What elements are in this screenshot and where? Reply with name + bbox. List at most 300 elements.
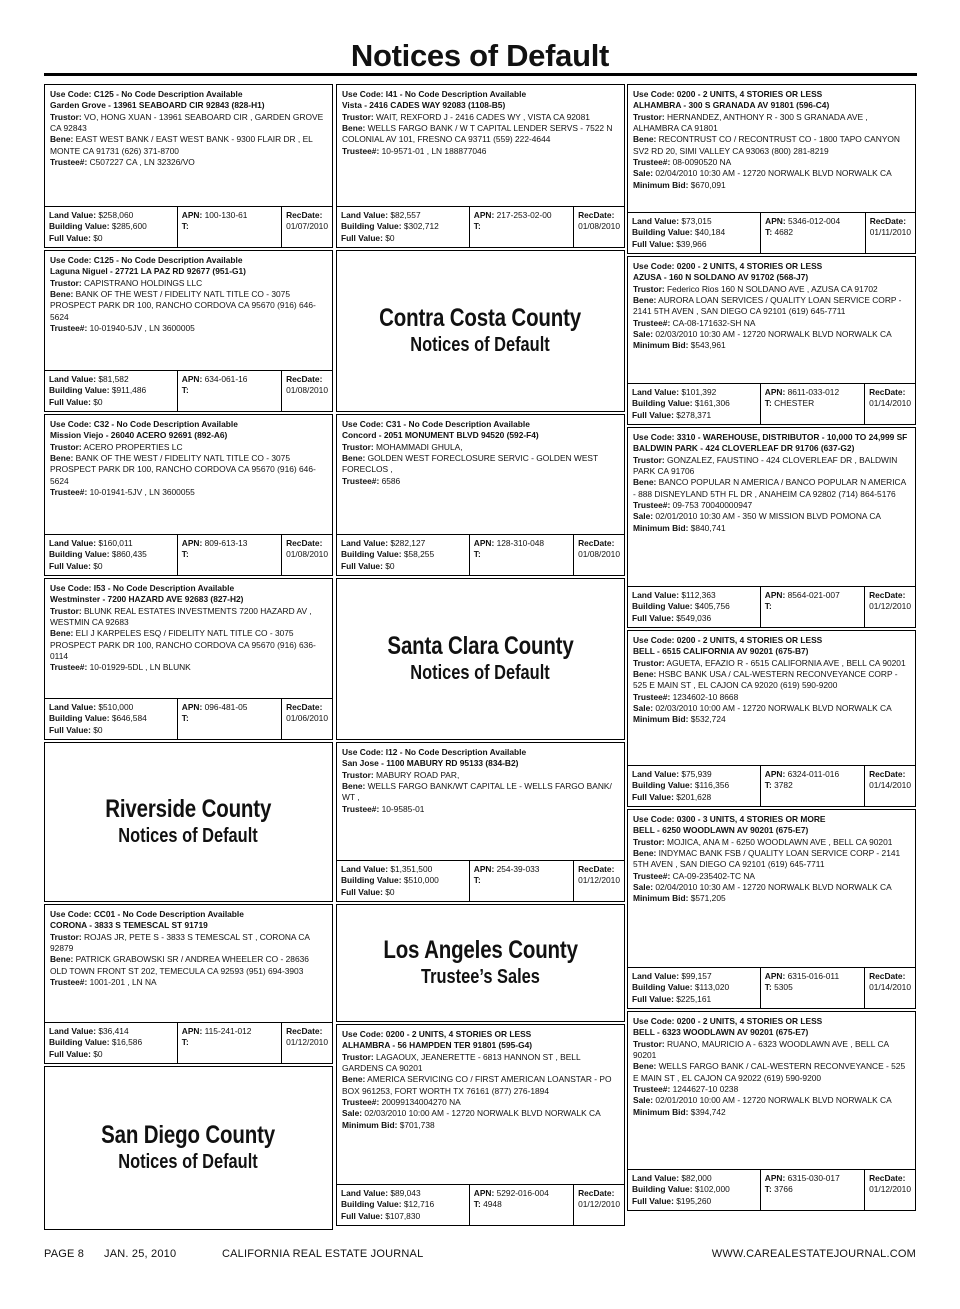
recdate-label: RecDate: [869, 1172, 906, 1183]
land-value-label: Land Value: [49, 209, 97, 220]
trustor-label: Trustor: [342, 111, 374, 122]
beneficiary-value: EAST WEST BANK / EAST WEST BANK - 9300 FLAIR DR , EL MONTE CA 91731 (626) 371-8700 [50, 134, 313, 156]
minimum-bid-line [342, 1120, 618, 1131]
beneficiary-label: Bene: [342, 123, 366, 134]
recdate-cell [282, 371, 332, 411]
trustee-line [50, 323, 326, 334]
trustor-line [633, 112, 909, 135]
recdate-label: RecDate: [578, 209, 615, 220]
full-value-label: Full Value: [632, 409, 674, 420]
trustor-value: ACERO PROPERTIES LC [83, 441, 183, 452]
trustor-line [342, 770, 618, 781]
t-number-label: T: [181, 385, 189, 396]
beneficiary-line [342, 1074, 618, 1097]
value-cell [628, 384, 761, 424]
recdate-cell [865, 587, 915, 627]
recdate-value: 01/12/2010 [578, 875, 620, 886]
trustee-value: C507227 CA , LN 32326/VO [89, 157, 195, 168]
apn-label: APN: [181, 209, 203, 220]
land-value-line [632, 216, 756, 227]
full-value-label: Full Value: [632, 238, 674, 249]
full-value-line [49, 725, 173, 736]
trustee-value: 6586 [381, 475, 401, 486]
notice-body [45, 251, 332, 370]
full-value-value: $0 [385, 232, 395, 243]
full-value-value: $0 [385, 886, 395, 897]
recdate-label: RecDate: [869, 970, 906, 981]
land-value-value: $101,392 [681, 386, 717, 397]
apn-line [765, 216, 861, 227]
footer-publication: CALIFORNIA REAL ESTATE JOURNAL [222, 1248, 424, 1260]
recdate-value: 01/11/2010 [869, 227, 911, 238]
trustor-value: Federico Rios 160 N SOLDANO AVE , AZUSA CA 91702 [666, 283, 878, 294]
apn-value: 6324-011-016 [787, 768, 840, 779]
notice-body [45, 579, 332, 698]
county-header [336, 250, 625, 412]
trustee-label: Trustee#: [633, 500, 671, 511]
apn-cell [178, 207, 282, 247]
property-address: ALHAMBRA - 56 HAMPDEN TER 91801 (595-G4) [342, 1040, 533, 1051]
value-row [337, 206, 624, 247]
notice-body [45, 415, 332, 534]
beneficiary-label: Bene: [50, 954, 74, 965]
trustor-line [50, 278, 326, 289]
land-value-value: $1,351,500 [390, 863, 433, 874]
t-number-line [765, 1184, 860, 1195]
beneficiary-value: GOLDEN WEST FORECLOSURE SERVIC - GOLDEN WEST FORECLOS , [342, 453, 598, 475]
notice-entry [336, 84, 625, 248]
land-value-label: Land Value: [49, 1025, 97, 1036]
trustee-line [342, 476, 618, 487]
column-left [44, 84, 333, 1232]
page-title: Notices of Default [350, 38, 610, 73]
recdate-label: RecDate: [286, 537, 323, 548]
t-number-label: T: [181, 221, 189, 232]
land-value-label: Land Value: [341, 1187, 389, 1198]
notice-entry [44, 904, 333, 1064]
apn-cell [761, 384, 865, 424]
beneficiary-value: BANK OF THE WEST / FIDELITY NATL TITLE CO - 3075 PROSPECT PARK DR 100, RANCHO CORDOVA CA 95670 (916) 646-5624 [50, 289, 316, 322]
value-row [628, 383, 915, 424]
minimum-bid-value: $532,724 [690, 714, 726, 725]
trustee-line [633, 1084, 909, 1095]
use-code: Use Code: 3310 - WAREHOUSE, DISTRIBUTOR - 10,000 TO 24,999 SF [633, 432, 908, 442]
minimum-bid-value: $840,741 [690, 522, 726, 533]
land-value-label: Land Value: [632, 589, 680, 600]
recdate-cell [282, 1023, 332, 1063]
sale-value: 02/01/2010 10:00 AM - 12720 NORWALK BLVD NORWALK CA [655, 1095, 892, 1106]
t-number-line [182, 549, 277, 560]
value-row [337, 1184, 624, 1225]
full-value-line [632, 994, 756, 1005]
trustee-label: Trustee#: [342, 475, 380, 486]
t-number-label: T: [473, 1199, 481, 1210]
trustor-line [50, 112, 326, 135]
building-value-label: Building Value: [632, 227, 693, 238]
trustee-line [50, 487, 326, 498]
minimum-bid-value: $670,091 [690, 179, 726, 190]
t-number-label: T: [181, 713, 189, 724]
trustee-value: 10-9571-01 , LN 188877046 [381, 145, 487, 156]
property-address: Westminster - 7200 HAZARD AVE 92683 (827-H2) [50, 594, 244, 605]
trustee-line [50, 662, 326, 673]
notice-entry [44, 578, 333, 740]
t-number-label: T: [764, 780, 772, 791]
trustee-value: 10-9585-01 [381, 803, 425, 814]
minimum-bid-line [633, 714, 909, 725]
t-number-line [765, 780, 860, 791]
land-value-line [632, 769, 756, 780]
footer-page: PAGE 8 [44, 1248, 85, 1260]
land-value-value: $89,043 [390, 1187, 421, 1198]
recdate-label: RecDate: [286, 701, 323, 712]
recdate-cell [574, 207, 624, 247]
full-value-value: $0 [93, 396, 103, 407]
sale-value: 02/03/2010 10:30 AM - 12720 NORWALK BLVD NORWALK CA [655, 329, 892, 340]
beneficiary-value: RECONTRUST CO / RECONTRUST CO - 1800 TAPO CANYON SV2 RD 20, SIMI VALLEY CA 93063 (800) 281-8219 [633, 134, 900, 156]
use-code: Use Code: 0200 - 2 UNITS, 4 STORIES OR LESS [633, 89, 823, 99]
trustor-line [50, 442, 326, 453]
land-value-label: Land Value: [341, 863, 389, 874]
building-value-label: Building Value: [49, 221, 110, 232]
apn-cell [761, 968, 865, 1008]
use-code: Use Code: CC01 - No Code Description Available [50, 909, 244, 919]
apn-value: 115-241-012 [204, 1025, 252, 1036]
trustee-label: Trustee#: [633, 870, 671, 881]
apn-value: 634-061-16 [204, 373, 248, 384]
beneficiary-line [342, 781, 618, 804]
beneficiary-value: BANCO POPULAR N AMERICA / BANCO POPULAR N AMERICA - 888 DISNEYLAND 5TH FL DR , ANAHEIM CA 92802 (714) 864-5176 [633, 477, 906, 499]
t-number-label: T: [764, 601, 772, 612]
property-address: AZUSA - 160 N SOLDANO AV 91702 (568-J7) [633, 272, 809, 283]
trustee-line [633, 500, 909, 511]
land-value-label: Land Value: [632, 386, 680, 397]
land-value-line [341, 864, 465, 875]
t-number-line [765, 601, 860, 612]
apn-value: 6315-030-017 [787, 1172, 840, 1183]
notice-body [628, 631, 915, 765]
notice-body [45, 905, 332, 1022]
beneficiary-value: AURORA LOAN SERVICES / QUALITY LOAN SERVICE CORP - 2141 5TH AVEN , SAN DIEGO CA 92101 (619) 645-7711 [633, 295, 902, 317]
apn-cell [761, 587, 865, 627]
full-value-value: $201,628 [676, 791, 712, 802]
value-row [628, 1169, 915, 1210]
value-cell [628, 968, 761, 1008]
beneficiary-label: Bene: [633, 1061, 657, 1072]
recdate-label: RecDate: [869, 589, 906, 600]
sale-line [633, 168, 909, 179]
trustee-value: 1234602-10 8668 [672, 691, 739, 702]
full-value-line [632, 613, 756, 624]
sale-label: Sale: [633, 168, 654, 179]
apn-label: APN: [764, 589, 786, 600]
trustor-line [633, 658, 909, 669]
use-code: Use Code: C125 - No Code Description Available [50, 255, 243, 265]
t-number-label: T: [764, 398, 772, 409]
full-value-label: Full Value: [632, 791, 674, 802]
full-value-line [632, 239, 756, 250]
beneficiary-label: Bene: [50, 289, 74, 300]
land-value-label: Land Value: [632, 215, 680, 226]
minimum-bid-label: Minimum Bid: [633, 893, 689, 904]
trustor-value: AGUETA, EFAZIO R - 6515 CALIFORNIA AVE , BELL CA 90201 [666, 657, 906, 668]
apn-value: 217-253-02-00 [496, 209, 552, 220]
apn-label: APN: [764, 386, 786, 397]
apn-cell [761, 213, 866, 253]
apn-cell [761, 1170, 865, 1210]
building-value-label: Building Value: [632, 1184, 693, 1195]
trustee-line [50, 977, 326, 988]
footer-website: WWW.CAREALESTATEJOURNAL.COM [711, 1248, 916, 1260]
trustee-label: Trustee#: [50, 977, 88, 988]
full-value-label: Full Value: [49, 1048, 91, 1059]
t-number-label: T: [764, 982, 772, 993]
apn-line [182, 374, 277, 385]
beneficiary-label: Bene: [342, 781, 366, 792]
beneficiary-label: Bene: [633, 134, 657, 145]
building-value-label: Building Value: [49, 385, 110, 396]
full-value-line [632, 410, 756, 421]
trustee-line [342, 1097, 618, 1108]
building-value-line [632, 780, 756, 791]
full-value-label: Full Value: [49, 232, 91, 243]
trustor-label: Trustor: [342, 769, 374, 780]
sale-label: Sale: [633, 511, 654, 522]
sale-label: Sale: [342, 1108, 363, 1119]
column-right [627, 84, 916, 1213]
use-code: Use Code: 0200 - 2 UNITS, 4 STORIES OR LESS [633, 261, 823, 271]
value-row [45, 370, 332, 411]
land-value-value: $99,157 [681, 970, 712, 981]
trustee-value: 08-0090520 NA [672, 157, 732, 168]
land-value-line [49, 1026, 173, 1037]
trustee-line [50, 157, 326, 168]
trustor-line [50, 932, 326, 955]
notice-entry [627, 1011, 916, 1211]
minimum-bid-label: Minimum Bid: [342, 1119, 398, 1130]
property-address: ALHAMBRA - 300 S GRANADA AV 91801 (596-C4) [633, 100, 830, 111]
trustee-line [633, 318, 909, 329]
trustor-value: CAPISTRANO HOLDINGS LLC [83, 277, 203, 288]
beneficiary-line [50, 289, 326, 323]
land-value-line [632, 1173, 756, 1184]
trustor-label: Trustor: [50, 605, 82, 616]
land-value-value: $75,939 [681, 768, 712, 779]
apn-value: 5346-012-004 [787, 215, 841, 226]
beneficiary-value: WELLS FARGO BANK / W T CAPITAL LENDER SERVS - 7522 N COLONIAL AV 101, FRESNO CA 93711 (559) 222-4644 [342, 123, 613, 145]
minimum-bid-value: $571,205 [690, 893, 726, 904]
value-cell [337, 1185, 470, 1225]
t-number-value: 3766 [774, 1184, 793, 1195]
apn-label: APN: [765, 215, 786, 226]
notice-entry [44, 84, 333, 248]
value-cell [628, 213, 761, 253]
recdate-cell [574, 535, 624, 575]
apn-label: APN: [764, 970, 786, 981]
trustor-value: HERNANDEZ, ANTHONY R - 300 S GRANADA AVE , ALHAMBRA CA 91801 [633, 111, 868, 134]
beneficiary-label: Bene: [342, 1074, 366, 1085]
minimum-bid-line [633, 893, 909, 904]
county-name: Los Angeles County [383, 936, 578, 965]
trustor-value: ROJAS JR, PETE S - 3833 S TEMESCAL ST , CORONA CA 92879 [50, 931, 310, 954]
county-name: Santa Clara County [387, 632, 574, 661]
building-value-line [49, 713, 173, 724]
trustee-value: 20099134004270 NA [381, 1097, 461, 1108]
apn-value: 096-481-05 [204, 701, 248, 712]
notice-body [337, 415, 624, 534]
trustor-line [633, 837, 909, 848]
trustor-label: Trustor: [342, 1051, 374, 1062]
notice-entry [336, 414, 625, 576]
full-value-line [341, 1211, 465, 1222]
trustor-line [633, 284, 909, 295]
notice-body [628, 257, 915, 383]
building-value-label: Building Value: [632, 982, 693, 993]
building-value-label: Building Value: [49, 713, 110, 724]
land-value-value: $36,414 [98, 1025, 129, 1036]
building-value-line [49, 549, 173, 560]
value-cell [45, 1023, 178, 1063]
building-value-label: Building Value: [632, 398, 693, 409]
t-number-line [765, 982, 860, 993]
trustor-line [342, 1052, 618, 1075]
apn-line [182, 210, 277, 221]
beneficiary-label: Bene: [633, 295, 657, 306]
column-middle [336, 84, 625, 1228]
value-cell [628, 766, 761, 806]
apn-value: 5292-016-004 [496, 1187, 549, 1198]
trustee-value: 1001-201 , LN NA [89, 977, 157, 988]
recdate-value: 01/14/2010 [869, 398, 911, 409]
value-cell [45, 699, 178, 739]
recdate-cell [574, 861, 624, 901]
recdate-label: RecDate: [578, 1187, 615, 1198]
land-value-value: $510,000 [98, 701, 134, 712]
building-value-label: Building Value: [632, 601, 693, 612]
building-value-line [632, 1184, 756, 1195]
beneficiary-line [633, 848, 909, 871]
trustee-value: 09-753 70040000947 [672, 500, 753, 511]
beneficiary-line [50, 628, 326, 662]
value-cell [628, 587, 761, 627]
full-value-label: Full Value: [632, 993, 674, 1004]
trustor-value: LAGAOUX, JEANERETTE - 6813 HANNON ST , BELL GARDENS CA 90201 [342, 1051, 581, 1074]
county-name: Riverside County [105, 795, 272, 824]
trustor-value: RUANO, MAURICIO A - 6323 WOODLAWN AVE , BELL CA 90201 [633, 1038, 889, 1061]
t-number-label: T: [181, 1037, 189, 1048]
building-value-line [341, 221, 465, 232]
use-code: Use Code: I53 - No Code Description Available [50, 583, 235, 593]
notice-entry [627, 84, 916, 254]
building-value-label: Building Value: [341, 549, 402, 560]
full-value-line [632, 1196, 756, 1207]
value-row [628, 212, 915, 253]
value-row [45, 206, 332, 247]
full-value-value: $0 [385, 560, 395, 571]
use-code: Use Code: C32 - No Code Description Available [50, 419, 238, 429]
trustor-value: MOHAMMADI GHULA, [375, 441, 463, 452]
full-value-line [341, 561, 465, 572]
apn-value: 254-39-033 [496, 863, 540, 874]
apn-value: 809-613-13 [204, 537, 248, 548]
beneficiary-label: Bene: [50, 628, 74, 639]
recdate-cell [865, 1170, 915, 1210]
apn-line [474, 864, 569, 875]
sale-label: Sale: [633, 882, 654, 893]
full-value-line [341, 887, 465, 898]
value-row [45, 698, 332, 739]
building-value-line [632, 601, 756, 612]
trustee-value: 10-01940-5JV , LN 3600005 [89, 323, 195, 334]
apn-line [474, 1188, 569, 1199]
beneficiary-label: Bene: [50, 134, 74, 145]
value-row [628, 967, 915, 1008]
land-value-line [341, 538, 465, 549]
use-code: Use Code: 0300 - 3 UNITS, 4 STORIES OR MORE [633, 814, 826, 824]
beneficiary-line [342, 453, 618, 476]
full-value-line [49, 233, 173, 244]
trustor-line [342, 442, 618, 453]
use-code: Use Code: I12 - No Code Description Available [342, 747, 527, 757]
land-value-label: Land Value: [49, 373, 97, 384]
land-value-value: $112,363 [681, 589, 716, 600]
building-value-value: $102,000 [694, 1184, 730, 1195]
t-number-label: T: [765, 227, 773, 238]
value-row [628, 586, 915, 627]
building-value-value: $911,486 [111, 385, 147, 396]
trustor-label: Trustor: [633, 111, 665, 122]
recdate-value: 01/08/2010 [578, 221, 620, 232]
recdate-label: RecDate: [869, 386, 906, 397]
trustor-label: Trustor: [50, 441, 82, 452]
land-value-line [632, 387, 756, 398]
notice-entry [627, 630, 916, 807]
county-name: Contra Costa County [379, 304, 582, 333]
beneficiary-line [633, 134, 909, 157]
building-value-line [632, 398, 756, 409]
sale-label: Sale: [633, 703, 654, 714]
building-value-line [49, 385, 173, 396]
notice-entry [44, 250, 333, 412]
building-value-value: $405,756 [694, 601, 730, 612]
apn-cell [470, 207, 574, 247]
apn-cell [470, 861, 574, 901]
full-value-label: Full Value: [49, 560, 91, 571]
value-cell [45, 207, 178, 247]
apn-value: 8611-033-012 [787, 386, 840, 397]
minimum-bid-value: $543,961 [690, 340, 726, 351]
recdate-value: 01/08/2010 [578, 549, 620, 560]
building-value-line [341, 1199, 465, 1210]
land-value-line [49, 538, 173, 549]
apn-cell [178, 371, 282, 411]
building-value-value: $113,020 [694, 982, 730, 993]
notice-body [628, 85, 915, 212]
value-row [45, 534, 332, 575]
sale-line [342, 1108, 618, 1119]
apn-label: APN: [764, 768, 786, 779]
sale-value: 02/01/2010 10:30 AM - 350 W MISSION BLVD POMONA CA [655, 511, 881, 522]
recdate-value: 01/14/2010 [869, 780, 911, 791]
use-code: Use Code: 0200 - 2 UNITS, 4 STORIES OR LESS [633, 1016, 823, 1026]
apn-label: APN: [764, 1172, 786, 1183]
minimum-bid-line [633, 523, 909, 534]
property-address: Garden Grove - 13961 SEABOARD CIR 92843 (828-H1) [50, 100, 265, 111]
notice-entry [336, 1024, 625, 1226]
value-cell [337, 861, 470, 901]
full-value-label: Full Value: [341, 1210, 383, 1221]
sale-line [633, 511, 909, 522]
